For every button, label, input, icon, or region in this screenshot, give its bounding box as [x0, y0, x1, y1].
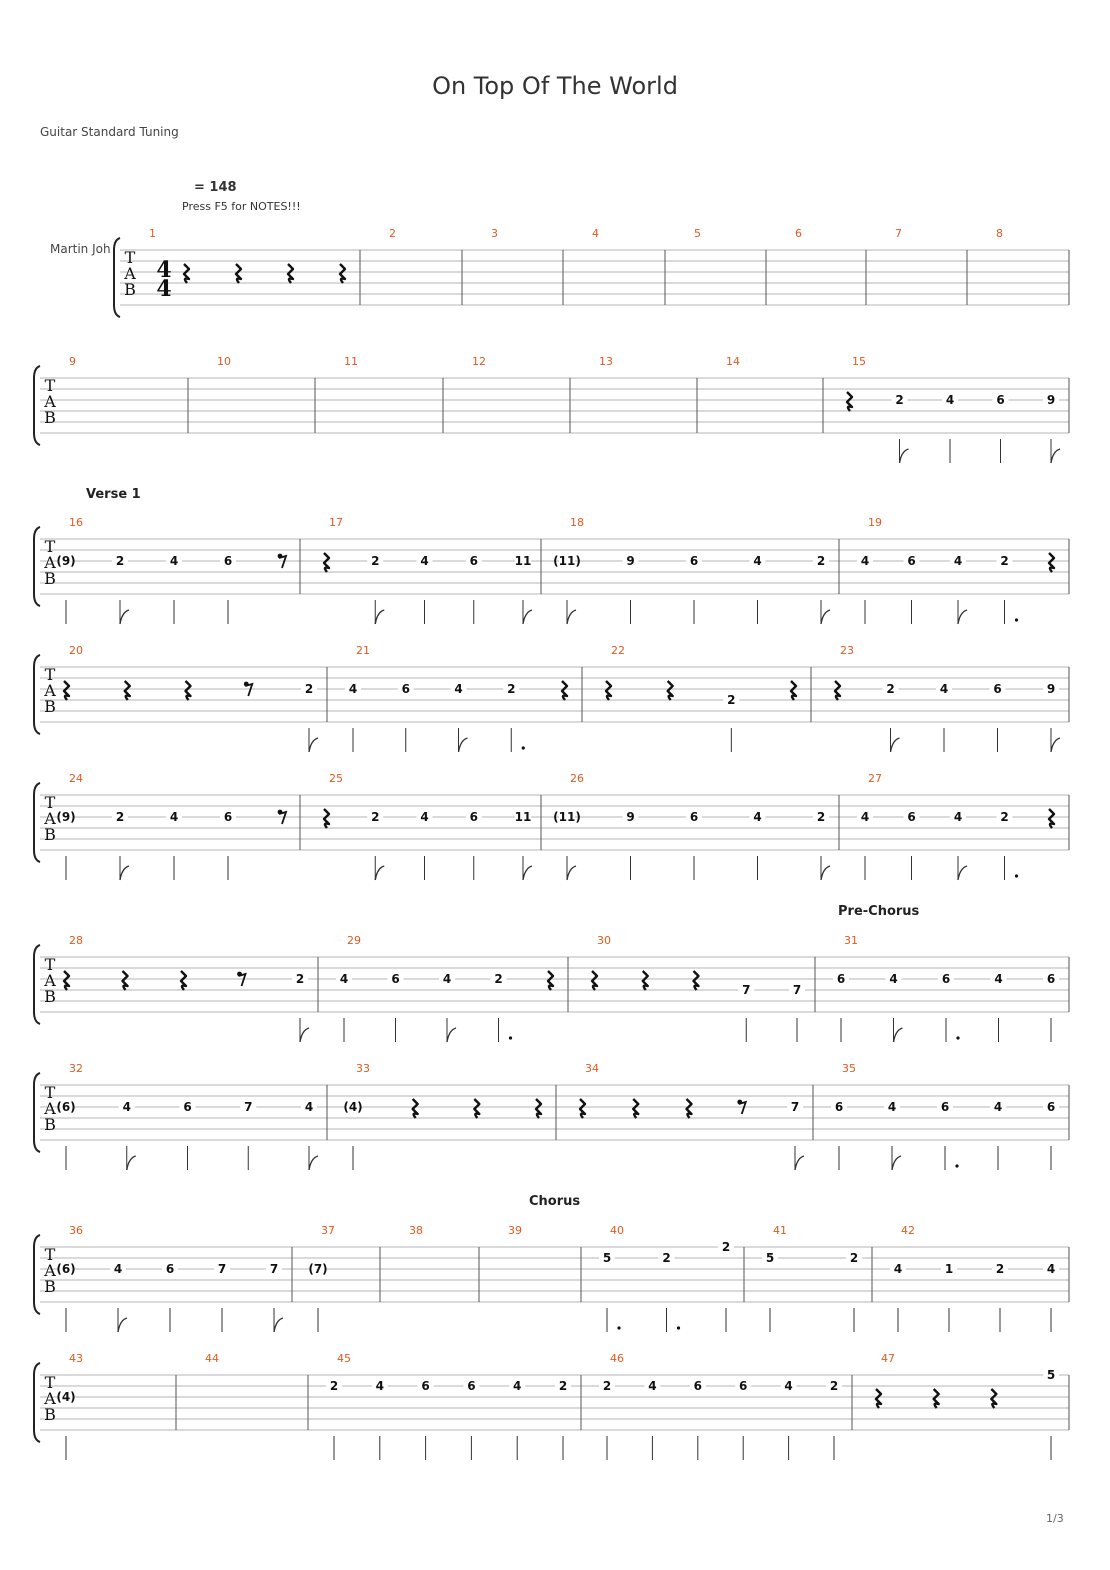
fret-number: (9): [56, 554, 76, 568]
fret-number: 2: [371, 810, 380, 824]
fret-number: 6: [907, 810, 916, 824]
fret-number: 4: [339, 972, 349, 986]
tab-system: [34, 644, 1069, 752]
quarter-rest: [288, 264, 293, 283]
quarter-rest: [324, 553, 329, 572]
page-title: On Top Of The World: [432, 72, 678, 100]
fret-number: 7: [269, 1262, 279, 1276]
measure-number: 6: [795, 227, 802, 240]
notes-hint: Press F5 for NOTES!!!: [182, 200, 301, 213]
note-flag: [900, 449, 909, 463]
eighth-rest: [239, 974, 246, 986]
tab-clef-letter: A: [44, 809, 56, 828]
tab-clef-letter: B: [44, 1405, 56, 1424]
note-flag: [274, 1318, 283, 1332]
measure-number: 8: [996, 227, 1003, 240]
eighth-rest: [245, 684, 252, 696]
fret-number: 4: [648, 1379, 657, 1393]
fret-number: 6: [165, 1262, 175, 1276]
note-flag: [523, 610, 532, 624]
fret-number: 4: [993, 1100, 1003, 1114]
fret-number: 2: [995, 1262, 1005, 1276]
tab-clef-letter: B: [44, 825, 56, 844]
fret-number: 6: [223, 810, 233, 824]
fret-number: 7: [742, 983, 751, 997]
quarter-rest: [934, 1389, 939, 1408]
measure-number: 33: [356, 1062, 370, 1075]
fret-number: 6: [469, 554, 478, 568]
tab-clef-letter: T: [44, 955, 56, 974]
measure-number: 42: [901, 1224, 915, 1237]
quarter-rest: [184, 264, 189, 283]
fret-number: 4: [420, 554, 429, 568]
fret-number: 4: [1046, 1262, 1056, 1276]
quarter-rest: [64, 971, 69, 990]
measure-number: 29: [347, 934, 361, 947]
fret-number: 2: [507, 682, 516, 696]
note-flag: [1051, 738, 1060, 752]
fret-number: 2: [329, 1379, 339, 1393]
note-flag: [375, 866, 384, 880]
quarter-rest: [186, 681, 191, 700]
note-flag: [821, 610, 830, 624]
note-flag: [120, 866, 129, 880]
quarter-rest: [791, 681, 796, 700]
fret-number: 4: [860, 554, 870, 568]
tab-clef-letter: T: [44, 376, 56, 395]
measure-number: 39: [508, 1224, 522, 1237]
note-flag: [821, 866, 830, 880]
fret-number: 2: [829, 1379, 839, 1393]
note-flag: [795, 1156, 804, 1170]
fret-number: 2: [895, 393, 904, 407]
quarter-rest: [474, 1099, 479, 1118]
measure-number: 19: [868, 516, 882, 529]
quarter-rest: [606, 681, 611, 700]
system-bracket: [34, 1073, 40, 1152]
time-signature-top: 4: [156, 257, 172, 283]
note-flag: [127, 1156, 136, 1170]
note-flag: [309, 1156, 318, 1170]
fret-number: 2: [816, 554, 826, 568]
fret-number: 5: [1046, 1368, 1056, 1382]
tab-clef-letter: A: [44, 1261, 56, 1280]
fret-number: (6): [56, 1100, 76, 1114]
dot: [1015, 618, 1018, 621]
tab-clef-letter: B: [44, 408, 56, 427]
fret-number: 4: [169, 810, 179, 824]
tab-clef-letter: T: [44, 665, 56, 684]
measure-number: 2: [389, 227, 396, 240]
fret-number: 9: [626, 554, 635, 568]
quarter-rest: [847, 392, 852, 411]
measure-number: 5: [694, 227, 701, 240]
fret-number: 2: [721, 1240, 731, 1254]
tab-clef-letter: A: [44, 392, 56, 411]
fret-number: 2: [886, 682, 895, 696]
fret-number: 2: [558, 1379, 568, 1393]
note-flag: [523, 866, 532, 880]
measure-number: 18: [570, 516, 584, 529]
tab-system: [34, 1062, 1069, 1170]
fret-number: 2: [1000, 810, 1009, 824]
fret-number: 4: [784, 1379, 793, 1393]
note-flag: [1051, 449, 1060, 463]
tab-clef-letter: B: [44, 569, 56, 588]
dot: [677, 1326, 680, 1329]
tab-clef-letter: A: [44, 681, 56, 700]
measure-number: 28: [69, 934, 83, 947]
system-bracket: [34, 527, 40, 606]
note-flag: [375, 610, 384, 624]
fret-number: 11: [514, 810, 532, 824]
fret-number: 4: [169, 554, 179, 568]
measure-number: 40: [610, 1224, 624, 1237]
fret-number: 4: [113, 1262, 123, 1276]
measure-number: 43: [69, 1352, 83, 1365]
measure-number: 44: [205, 1352, 219, 1365]
measure-number: 36: [69, 1224, 83, 1237]
fret-number: 9: [1046, 393, 1056, 407]
system-bracket: [114, 238, 120, 317]
quarter-rest: [536, 1099, 541, 1118]
tuning-label: Guitar Standard Tuning: [40, 125, 179, 139]
fret-number: 5: [765, 1251, 775, 1265]
fret-number: 6: [467, 1379, 476, 1393]
fret-number: 7: [790, 1100, 800, 1114]
fret-number: 6: [469, 810, 478, 824]
fret-number: 4: [513, 1379, 522, 1393]
quarter-rest: [991, 1389, 996, 1408]
quarter-rest: [643, 971, 648, 990]
fret-number: 4: [887, 1100, 897, 1114]
tab-clef-letter: T: [44, 1373, 56, 1392]
note-flag: [300, 1028, 309, 1042]
measure-number: 45: [337, 1352, 351, 1365]
tab-clef-letter: B: [44, 1277, 56, 1296]
system-bracket: [34, 945, 40, 1024]
measure-number: 47: [881, 1352, 895, 1365]
fret-number: 4: [753, 554, 762, 568]
quarter-rest: [633, 1099, 638, 1118]
tab-system: [34, 772, 1069, 880]
fret-number: 2: [115, 554, 125, 568]
fret-number: (7): [308, 1262, 328, 1276]
tempo-marking: = 148: [194, 180, 237, 195]
section-label-chorus: Chorus: [529, 1194, 581, 1209]
tab-clef-letter: A: [44, 971, 56, 990]
note-flag: [958, 866, 967, 880]
quarter-rest: [1049, 553, 1054, 572]
measure-number: 16: [69, 516, 83, 529]
dot: [522, 746, 525, 749]
page-number: 1/3: [1046, 1512, 1064, 1525]
tab-clef-letter: T: [44, 793, 56, 812]
quarter-rest: [340, 264, 345, 283]
fret-number: 4: [753, 810, 762, 824]
quarter-rest: [181, 971, 186, 990]
measure-number: 10: [217, 355, 231, 368]
quarter-rest: [580, 1099, 585, 1118]
measure-number: 26: [570, 772, 584, 785]
fret-number: 6: [391, 972, 400, 986]
fret-number: 9: [1046, 682, 1056, 696]
measure-number: 4: [592, 227, 599, 240]
fret-number: 6: [183, 1100, 192, 1114]
fret-number: (4): [343, 1100, 363, 1114]
measure-number: 37: [321, 1224, 335, 1237]
measure-number: 22: [611, 644, 625, 657]
note-flag: [892, 1156, 901, 1170]
quarter-rest: [413, 1099, 418, 1118]
fret-number: (11): [553, 554, 581, 568]
measure-number: 30: [597, 934, 611, 947]
measure-number: 41: [773, 1224, 787, 1237]
quarter-rest: [668, 681, 673, 700]
fret-number: 4: [442, 972, 452, 986]
section-label-verse: Verse 1: [86, 487, 141, 502]
measure-number: 38: [409, 1224, 423, 1237]
fret-number: 6: [993, 682, 1002, 696]
quarter-rest: [125, 681, 130, 700]
fret-number: 4: [304, 1100, 314, 1114]
fret-number: 5: [602, 1251, 612, 1265]
fret-number: 4: [420, 810, 429, 824]
quarter-rest: [562, 681, 567, 700]
eighth-rest: [279, 556, 286, 568]
quarter-rest: [324, 809, 329, 828]
quarter-rest: [876, 1389, 881, 1408]
measure-number: 21: [356, 644, 370, 657]
measure-number: 34: [585, 1062, 599, 1075]
fret-number: 4: [860, 810, 870, 824]
fret-number: 2: [662, 1251, 671, 1265]
time-signature-bottom: 4: [156, 276, 172, 302]
tab-clef-letter: B: [44, 697, 56, 716]
tab-clef-letter: T: [44, 1245, 56, 1264]
fret-number: 4: [939, 682, 949, 696]
note-flag: [118, 1318, 127, 1332]
fret-number: 4: [893, 1262, 903, 1276]
measure-number: 46: [610, 1352, 624, 1365]
measure-number: 1: [149, 227, 156, 240]
measure-number: 11: [344, 355, 358, 368]
fret-number: 2: [304, 682, 314, 696]
tab-clef-letter: B: [44, 987, 56, 1006]
note-flag: [567, 866, 576, 880]
fret-number: (9): [56, 810, 76, 824]
fret-number: 6: [940, 1100, 950, 1114]
track-name: Martin Joh: [50, 242, 111, 256]
fret-number: 2: [816, 810, 826, 824]
measure-number: 35: [842, 1062, 856, 1075]
system-bracket: [34, 366, 40, 445]
tab-system: [34, 516, 1069, 624]
note-flag: [309, 738, 318, 752]
fret-number: 6: [693, 1379, 702, 1393]
tab-clef-letter: A: [44, 1389, 56, 1408]
tab-system: [34, 355, 1069, 463]
fret-number: 6: [1046, 972, 1056, 986]
tab-clef-letter: T: [44, 537, 56, 556]
tab-clef-letter: B: [44, 1115, 56, 1134]
section-label-pre-chorus: Pre-Chorus: [838, 904, 920, 919]
eighth-rest: [739, 1102, 746, 1114]
fret-number: 6: [834, 1100, 844, 1114]
quarter-rest: [236, 264, 241, 283]
tab-system: [114, 227, 1069, 317]
note-flag: [891, 738, 900, 752]
fret-number: 2: [849, 1251, 859, 1265]
system-bracket: [34, 1363, 40, 1442]
fret-number: 2: [727, 693, 736, 707]
quarter-rest: [835, 681, 840, 700]
measure-number: 12: [472, 355, 486, 368]
fret-number: 4: [122, 1100, 131, 1114]
dot: [956, 1036, 959, 1039]
fret-number: 6: [739, 1379, 748, 1393]
fret-number: 2: [115, 810, 125, 824]
fret-number: 2: [1000, 554, 1009, 568]
measure-number: 3: [491, 227, 498, 240]
quarter-rest: [1049, 809, 1054, 828]
tab-clef-letter: A: [44, 553, 56, 572]
fret-number: 7: [217, 1262, 227, 1276]
fret-number: 6: [907, 554, 916, 568]
fret-number: 6: [836, 972, 846, 986]
fret-number: 7: [792, 983, 802, 997]
dot: [955, 1164, 958, 1167]
system-bracket: [34, 1235, 40, 1314]
measure-number: 32: [69, 1062, 83, 1075]
fret-number: 6: [689, 554, 699, 568]
note-flag: [958, 610, 967, 624]
dot: [1015, 874, 1018, 877]
note-flag: [894, 1028, 903, 1042]
fret-number: 2: [295, 972, 305, 986]
fret-number: 6: [1046, 1100, 1056, 1114]
fret-number: 6: [401, 682, 410, 696]
system-bracket: [34, 783, 40, 862]
fret-number: 9: [626, 810, 635, 824]
quarter-rest: [694, 971, 699, 990]
system-bracket: [34, 655, 40, 734]
fret-number: 2: [494, 972, 503, 986]
fret-number: 4: [953, 554, 963, 568]
fret-number: 4: [348, 682, 358, 696]
fret-number: 2: [371, 554, 380, 568]
fret-number: (11): [553, 810, 581, 824]
note-flag: [120, 610, 129, 624]
dot: [509, 1036, 512, 1039]
fret-number: 4: [375, 1379, 384, 1393]
quarter-rest: [687, 1099, 692, 1118]
tab-clef-letter: T: [124, 248, 136, 267]
fret-number: 4: [454, 682, 463, 696]
quarter-rest: [548, 971, 553, 990]
fret-number: 6: [223, 554, 233, 568]
note-flag: [447, 1028, 456, 1042]
measure-number: 13: [599, 355, 613, 368]
fret-number: 2: [602, 1379, 612, 1393]
fret-number: (6): [56, 1262, 76, 1276]
measure-number: 27: [868, 772, 882, 785]
quarter-rest: [592, 971, 597, 990]
fret-number: 11: [514, 554, 532, 568]
quarter-rest: [123, 971, 128, 990]
measure-number: 31: [844, 934, 858, 947]
eighth-rest: [279, 812, 286, 824]
note-flag: [459, 738, 468, 752]
quarter-rest: [64, 681, 69, 700]
tab-system: [34, 1224, 1069, 1332]
tab-clef-letter: A: [44, 1099, 56, 1118]
tab-clef-letter: A: [124, 264, 136, 283]
measure-number: 14: [726, 355, 740, 368]
measure-number: 17: [329, 516, 343, 529]
fret-number: 6: [421, 1379, 430, 1393]
tab-system: [34, 934, 1069, 1042]
measure-number: 25: [329, 772, 343, 785]
measure-number: 20: [69, 644, 83, 657]
tab-system: [34, 1352, 1069, 1460]
tab-clef-letter: B: [124, 280, 136, 299]
measure-number: 9: [69, 355, 76, 368]
fret-number: 6: [941, 972, 951, 986]
fret-number: 4: [889, 972, 898, 986]
fret-number: 1: [944, 1262, 954, 1276]
measure-number: 24: [69, 772, 83, 785]
fret-number: (4): [56, 1390, 76, 1404]
fret-number: 7: [244, 1100, 253, 1114]
fret-number: 6: [996, 393, 1005, 407]
measure-number: 23: [840, 644, 854, 657]
fret-number: 4: [945, 393, 955, 407]
fret-number: 4: [953, 810, 963, 824]
tab-clef-letter: T: [44, 1083, 56, 1102]
measure-number: 15: [852, 355, 866, 368]
measure-number: 7: [895, 227, 902, 240]
fret-number: 6: [689, 810, 699, 824]
note-flag: [567, 610, 576, 624]
fret-number: 4: [994, 972, 1003, 986]
dot: [617, 1326, 620, 1329]
